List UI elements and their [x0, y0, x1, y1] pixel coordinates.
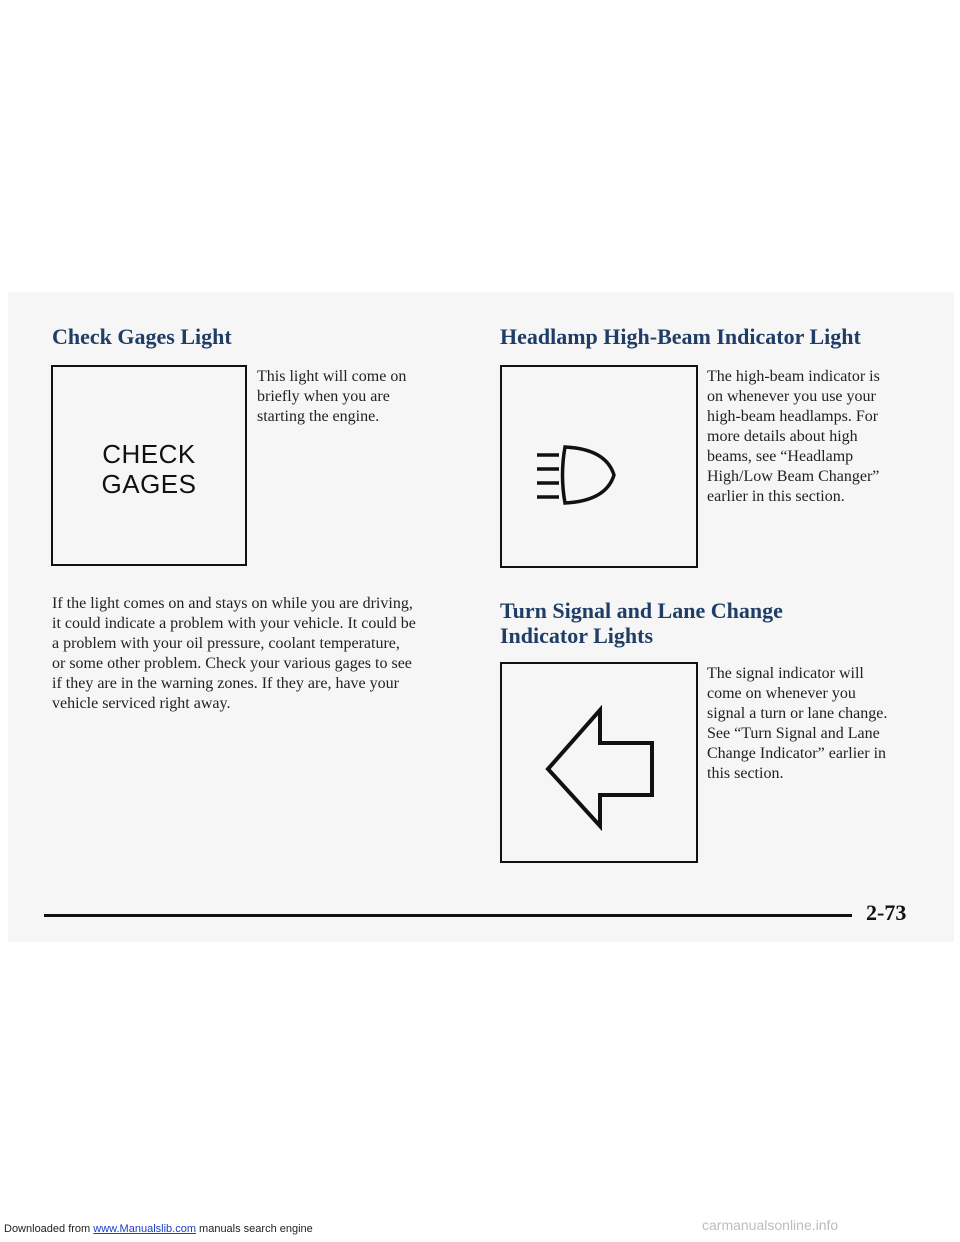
heading-line: Indicator Lights — [500, 623, 654, 648]
text-line: beams, see “Headlamp — [707, 448, 854, 465]
turn-signal-heading — [500, 598, 783, 648]
text-line: Change Indicator” earlier in — [707, 745, 887, 762]
text-line: it could indicate a problem with your vehicle. It could be — [52, 615, 416, 632]
turn-signal-symbol — [500, 662, 698, 863]
text-line: come on whenever you — [707, 685, 856, 702]
check-gages-symbol-line2: GAGES — [101, 469, 197, 499]
footer-rule — [44, 914, 852, 917]
text-line: See “Turn Signal and Lane — [707, 725, 880, 742]
download-footer — [4, 1222, 313, 1236]
left-arrow-icon — [502, 664, 696, 861]
high-beam-icon — [502, 367, 696, 566]
high-beam-heading: Headlamp High-Beam Indicator Light — [500, 324, 861, 349]
text-line: The signal indicator will — [707, 665, 864, 682]
high-beam-symbol — [500, 365, 698, 568]
text-line: on whenever you use your — [707, 388, 876, 405]
text-line: a problem with your oil pressure, coolant temperature, — [52, 635, 400, 652]
text-line: if they are in the warning zones. If they are, have your — [52, 675, 399, 692]
page-number: 2-73 — [866, 900, 907, 925]
text-line: or some other problem. Check your various gages to see — [52, 655, 412, 672]
high-beam-text — [707, 367, 880, 507]
footer-suffix: manuals search engine — [195, 1223, 313, 1235]
text-line: High/Low Beam Changer” — [707, 468, 880, 485]
heading-line: Turn Signal and Lane Change — [500, 598, 783, 623]
footer-prefix: Downloaded from — [4, 1223, 94, 1235]
check-gages-paragraph — [52, 594, 416, 714]
text-line: vehicle serviced right away. — [52, 695, 231, 712]
turn-signal-text — [707, 664, 887, 784]
text-line: If the light comes on and stays on while you are driving, — [52, 595, 413, 612]
check-gages-side-text — [257, 367, 406, 427]
watermark: carmanualsonline.info — [702, 1217, 839, 1233]
text-line: briefly when you are — [257, 388, 390, 405]
check-gages-symbol — [51, 365, 247, 566]
text-line: The high-beam indicator is — [707, 368, 880, 385]
check-gages-heading: Check Gages Light — [52, 324, 232, 349]
text-line: starting the engine. — [257, 408, 380, 425]
check-gages-symbol-text — [53, 439, 245, 499]
manualslib-link[interactable]: www.Manualslib.com — [93, 1223, 196, 1235]
text-line: signal a turn or lane change. — [707, 705, 888, 722]
text-line: earlier in this section. — [707, 488, 845, 505]
text-line: This light will come on — [257, 368, 407, 385]
text-line: more details about high — [707, 428, 858, 445]
check-gages-symbol-line1: CHECK — [102, 439, 196, 469]
text-line: this section. — [707, 765, 784, 782]
text-line: high-beam headlamps. For — [707, 408, 879, 425]
